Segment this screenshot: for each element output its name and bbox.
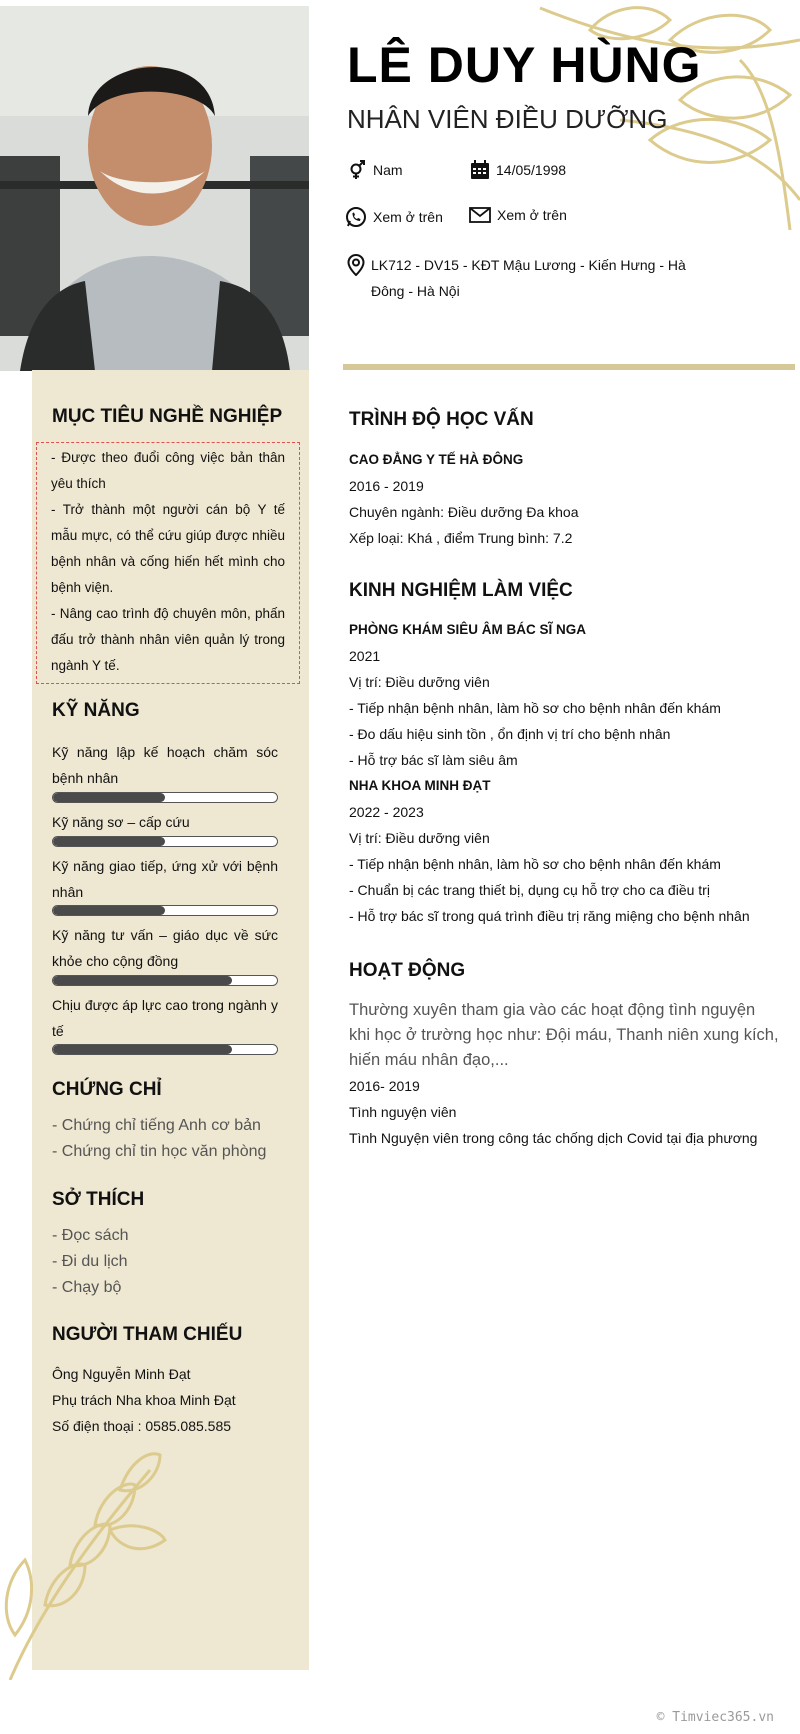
- references-list: [52, 1361, 236, 1439]
- address-info: [347, 252, 691, 304]
- education-major: Chuyên ngành: Điều dưỡng Đa khoa: [349, 504, 579, 520]
- certificates-list: [52, 1113, 266, 1165]
- hobbies-list: [52, 1223, 128, 1301]
- reference-item: Số điện thoại : 0585.085.585: [52, 1418, 232, 1434]
- skill-name: Chịu được áp lực cao trong ngành y tế: [52, 997, 278, 1039]
- skill-bar-fill: [53, 1045, 232, 1054]
- goal-item: - Được theo đuổi công việc bản thân yêu thích: [51, 450, 285, 491]
- activities-role: Tình nguyện viên: [349, 1104, 457, 1120]
- email-value: Xem ở trên: [497, 207, 567, 223]
- phone-info: [345, 206, 443, 228]
- activities-title: HOẠT ĐỘNG: [349, 960, 466, 981]
- address-value: LK712 - DV15 - KĐT Mậu Lương - Kiến Hưng - Hà Đông - Hà Nội: [371, 257, 686, 299]
- experience-title: KINH NGHIỆM LÀM VIỆC: [349, 580, 573, 601]
- hobby-item: - Chạy bộ: [52, 1279, 122, 1296]
- job-task: - Hỗ trợ bác sĩ trong quá trình điều trị răng miệng cho bệnh nhân: [349, 908, 750, 924]
- avatar-photo-icon: [0, 6, 309, 371]
- skills-title: KỸ NĂNG: [52, 700, 140, 721]
- skill-bar: [52, 836, 278, 847]
- candidate-name: LÊ DUY HÙNG: [347, 37, 702, 93]
- job-task: - Đo dấu hiệu sinh tồn , ổn định vị trí cho bệnh nhân: [349, 726, 671, 742]
- gender-value: Nam: [373, 162, 403, 178]
- certificate-item: - Chứng chỉ tiếng Anh cơ bản: [52, 1117, 261, 1134]
- header-divider: [343, 364, 795, 370]
- skill-name: Kỹ năng sơ – cấp cứu: [52, 814, 190, 830]
- hobby-item: - Đi du lịch: [52, 1253, 128, 1270]
- skill-bar: [52, 1044, 278, 1055]
- reference-item: Phụ trách Nha khoa Minh Đạt: [52, 1392, 236, 1408]
- skill-bar-fill: [53, 976, 232, 985]
- skill-bar-fill: [53, 837, 165, 846]
- profile-photo: [0, 6, 309, 371]
- references-title: NGƯỜI THAM CHIẾU: [52, 1324, 243, 1345]
- activities-period: 2016- 2019: [349, 1078, 420, 1094]
- skill-bar: [52, 905, 278, 916]
- career-goal-box: [36, 442, 300, 684]
- job-task: - Tiếp nhận bệnh nhân, làm hồ sơ cho bệnh nhân đến khám: [349, 700, 721, 716]
- skill-name: Kỹ năng lập kế hoạch chăm sóc bệnh nhân: [52, 744, 278, 786]
- location-pin-icon: [347, 254, 365, 276]
- phone-value: Xem ở trên: [373, 209, 443, 225]
- hobby-item: - Đọc sách: [52, 1227, 129, 1244]
- company-name: NHA KHOA MINH ĐẠT: [349, 778, 491, 793]
- job-task: - Tiếp nhận bệnh nhân, làm hồ sơ cho bệnh nhân đến khám: [349, 856, 721, 872]
- job-task: - Hỗ trợ bác sĩ làm siêu âm: [349, 752, 518, 768]
- email-info: [469, 206, 567, 224]
- job-period: 2021: [349, 648, 381, 664]
- email-icon: [469, 206, 491, 224]
- activities-desc: Tình Nguyện viên trong công tác chống dịch Covid tại địa phương: [349, 1130, 758, 1146]
- skill-name: Kỹ năng tư vấn – giáo dục về sức khỏe cho cộng đồng: [52, 927, 278, 969]
- job-position: NHÂN VIÊN ĐIỀU DƯỠNG: [347, 104, 668, 134]
- skill-bar: [52, 792, 278, 803]
- job-period: 2022 - 2023: [349, 804, 424, 820]
- skill-name: Kỹ năng giao tiếp, ứng xử với bệnh nhân: [52, 858, 278, 900]
- certificates-title: CHỨNG CHỈ: [52, 1079, 162, 1100]
- experience-block: [349, 617, 750, 929]
- skill-bar: [52, 975, 278, 986]
- certificate-item: - Chứng chỉ tin học văn phòng: [52, 1143, 267, 1160]
- skill-bar-fill: [53, 906, 165, 915]
- whatsapp-phone-icon: [345, 206, 367, 228]
- birthday-value: 14/05/1998: [496, 162, 567, 178]
- gender-info: [347, 160, 403, 180]
- education-period: 2016 - 2019: [349, 478, 424, 494]
- skill-bar-fill: [53, 793, 165, 802]
- activities-block: [349, 998, 779, 1151]
- education-block: [349, 447, 578, 551]
- job-task: - Chuẩn bị các trang thiết bị, dụng cụ hỗ trợ cho ca điều trị: [349, 882, 710, 898]
- job-role: Vị trí: Điều dưỡng viên: [349, 830, 490, 846]
- calendar-icon: [470, 160, 490, 180]
- career-goal-title: MỤC TIÊU NGHỀ NGHIỆP: [52, 406, 283, 427]
- education-title: TRÌNH ĐỘ HỌC VẤN: [349, 409, 534, 430]
- school-name: CAO ĐẲNG Y TẾ HÀ ĐÔNG: [349, 452, 524, 467]
- job-role: Vị trí: Điều dưỡng viên: [349, 674, 490, 690]
- hobbies-title: SỞ THÍCH: [52, 1189, 145, 1210]
- education-grade: Xếp loại: Khá , điểm Trung bình: 7.2: [349, 530, 573, 546]
- birthday-info: [470, 160, 566, 180]
- activities-intro: Thường xuyên tham gia vào các hoạt động tình nguyện khi học ở trường học như: Đội máu, Thanh niên xung kích, hiến máu nhân đạo,...: [349, 1001, 779, 1069]
- goal-item: - Trở thành một người cán bộ Y tế mẫu mực, có thể cứu giúp được nhiều bệnh nhân và cống hiến hết mình cho bệnh viện.: [51, 502, 285, 595]
- gender-icon: [347, 160, 367, 180]
- goal-item: - Nâng cao trình độ chuyên môn, phấn đấu trở thành nhân viên quản lý trong ngành Y tế.: [51, 606, 285, 673]
- reference-item: Ông Nguyễn Minh Đạt: [52, 1366, 191, 1382]
- company-name: PHÒNG KHÁM SIÊU ÂM BÁC SĨ NGA: [349, 622, 587, 637]
- watermark: © Timviec365.vn: [656, 1710, 774, 1725]
- leaf-branch-icon: [0, 1450, 170, 1680]
